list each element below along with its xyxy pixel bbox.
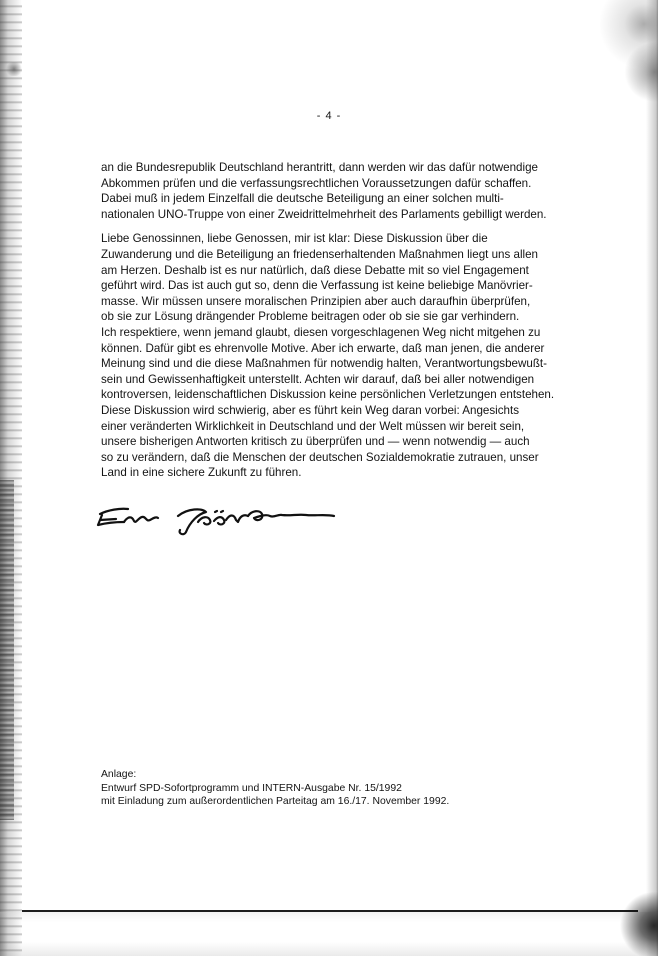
text-line: Zuwanderung und die Beteiligung an friedenserhaltenden Maßnahmen liegt uns allen xyxy=(101,247,538,261)
text-line: Meinung sind und die diese Maßnahmen für notwendig halten, Verantwortungsbewußt- xyxy=(101,357,547,371)
scan-stain-top-right xyxy=(588,0,658,120)
text-line: Liebe Genossinnen, liebe Genossen, mir ist klar: Diese Diskussion über die xyxy=(101,232,488,246)
annex xyxy=(101,768,561,809)
text-line: ob sie zur Lösung drängender Probleme beitragen oder ob sie sie gar verhindern. xyxy=(101,310,520,324)
scan-edge-left-shadow xyxy=(0,480,14,820)
text-line: Dabei muß in jedem Einzelfall die deutsche Beteiligung an einer solchen multi- xyxy=(101,192,504,206)
text-line: einer veränderten Wirklichkeit in Deutschland und der Welt müssen wir bereit sein, xyxy=(101,419,525,433)
handwritten-signature xyxy=(94,498,344,538)
scan-edge-right xyxy=(646,0,658,956)
text-line: nationalen UNO-Truppe von einer Zweidrittelmehrheit des Parlaments gebilligt werden. xyxy=(101,207,547,221)
annex-line: mit Einladung zum außerordentlichen Parteitag am 16./17. November 1992. xyxy=(101,796,450,808)
text-line: unsere bisherigen Antworten kritisch zu überprüfen und — wenn notwendig — auch xyxy=(101,435,530,449)
text-line: sein und Gewissenhaftigkeit unterstellt. Achten wir darauf, daß bei aller notwendigen xyxy=(101,372,535,386)
body-text xyxy=(101,160,553,481)
text-line: geführt wird. Das ist auch gut so, denn die Verfassung ist keine beliebige Manövrier- xyxy=(101,279,533,293)
text-line: Diese Diskussion wird schwierig, aber es führt kein Weg daran vorbei: Angesichts xyxy=(101,403,519,417)
text-line: masse. Wir müssen unsere moralischen Prinzipien aber auch daraufhin überprüfen, xyxy=(101,294,531,308)
paragraph-2 xyxy=(101,231,553,481)
text-line: so zu verändern, daß die Menschen der deutschen Sozialdemokratie zutrauen, unser xyxy=(101,450,539,464)
text-line: kontroversen, leidenschaftlichen Diskussion keine persönlichen Verletzungen entstehen. xyxy=(101,388,555,402)
text-line: Land in eine sichere Zukunft zu führen. xyxy=(101,466,302,480)
scan-corner-bottom-right xyxy=(618,880,658,956)
text-line: am Herzen. Deshalb ist es nur natürlich, daß diese Debatte mit so viel Engagement xyxy=(101,263,529,277)
text-line: Ich respektiere, wenn jemand glaubt, diesen vorgeschlagenen Weg nicht mitgehen zu xyxy=(101,325,541,339)
scan-bottom-band xyxy=(0,912,658,956)
text-line: Abkommen prüfen und die verfassungsrechtlichen Voraussetzungen dafür schaffen. xyxy=(101,176,532,190)
annex-heading: Anlage: xyxy=(101,769,137,780)
text-line: an die Bundesrepublik Deutschland herantritt, dann werden wir das dafür notwendige xyxy=(101,161,538,174)
paragraph-1 xyxy=(101,160,553,222)
scan-speck xyxy=(6,62,22,76)
text-line: können. Dafür gibt es ehrenvolle Motive. Aber ich erwarte, daß man jenen, die anderer xyxy=(101,341,545,355)
annex-line: Entwurf SPD-Sofortprogramm und INTERN-Ausgabe Nr. 15/1992 xyxy=(101,782,402,794)
page-number: - 4 - xyxy=(316,110,342,122)
